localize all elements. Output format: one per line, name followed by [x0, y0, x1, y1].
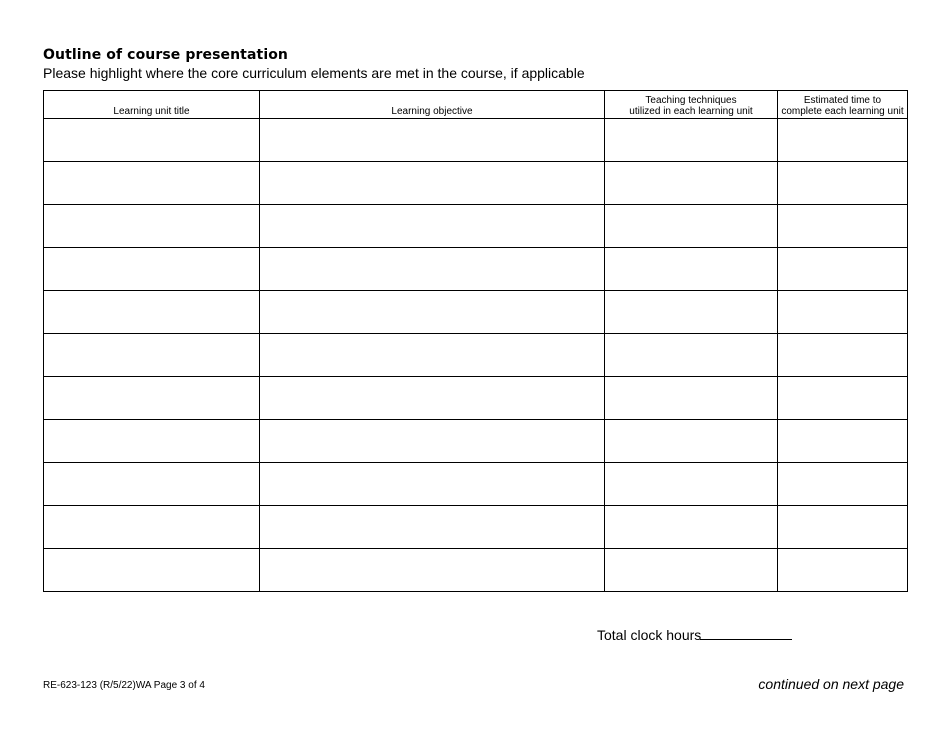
cell-learning-objective[interactable] [260, 377, 605, 420]
cell-learning-objective[interactable] [260, 248, 605, 291]
cell-teaching-techniques[interactable] [605, 162, 778, 205]
cell-learning-objective[interactable] [260, 162, 605, 205]
table-row [44, 205, 908, 248]
cell-estimated-time[interactable] [778, 119, 908, 162]
table-row [44, 162, 908, 205]
cell-estimated-time[interactable] [778, 549, 908, 592]
cell-learning-unit-title[interactable] [44, 291, 260, 334]
cell-estimated-time[interactable] [778, 248, 908, 291]
header-label: Teaching techniques utilized in each learning unit [629, 95, 753, 117]
header-label: Learning unit title [113, 106, 190, 117]
table-row [44, 506, 908, 549]
form-identifier: RE-623-123 (R/5/22)WA Page 3 of 4 [43, 680, 205, 691]
header-estimated-time [778, 91, 908, 119]
cell-learning-objective[interactable] [260, 291, 605, 334]
table-row [44, 248, 908, 291]
table-row [44, 119, 908, 162]
table-row [44, 291, 908, 334]
continued-note: continued on next page [758, 676, 904, 692]
cell-learning-unit-title[interactable] [44, 119, 260, 162]
cell-learning-unit-title[interactable] [44, 334, 260, 377]
cell-learning-objective[interactable] [260, 549, 605, 592]
table-row [44, 334, 908, 377]
cell-teaching-techniques[interactable] [605, 549, 778, 592]
cell-learning-unit-title[interactable] [44, 463, 260, 506]
section-instructions: Please highlight where the core curriculum elements are met in the course, if applicable [43, 65, 585, 81]
cell-estimated-time[interactable] [778, 463, 908, 506]
cell-learning-objective[interactable] [260, 119, 605, 162]
cell-teaching-techniques[interactable] [605, 463, 778, 506]
cell-teaching-techniques[interactable] [605, 291, 778, 334]
cell-estimated-time[interactable] [778, 291, 908, 334]
table-row [44, 549, 908, 592]
header-teaching-techniques [605, 91, 778, 119]
cell-learning-unit-title[interactable] [44, 506, 260, 549]
section-title: Outline of course presentation [43, 47, 288, 63]
cell-teaching-techniques[interactable] [605, 506, 778, 549]
cell-learning-objective[interactable] [260, 205, 605, 248]
table-row [44, 420, 908, 463]
header-learning-objective [260, 91, 605, 119]
cell-estimated-time[interactable] [778, 377, 908, 420]
cell-estimated-time[interactable] [778, 420, 908, 463]
cell-estimated-time[interactable] [778, 205, 908, 248]
table-row [44, 463, 908, 506]
cell-learning-unit-title[interactable] [44, 248, 260, 291]
cell-teaching-techniques[interactable] [605, 334, 778, 377]
cell-learning-unit-title[interactable] [44, 549, 260, 592]
cell-teaching-techniques[interactable] [605, 420, 778, 463]
header-label: Learning objective [391, 106, 473, 117]
cell-teaching-techniques[interactable] [605, 205, 778, 248]
cell-teaching-techniques[interactable] [605, 119, 778, 162]
cell-teaching-techniques[interactable] [605, 248, 778, 291]
cell-teaching-techniques[interactable] [605, 377, 778, 420]
cell-estimated-time[interactable] [778, 506, 908, 549]
cell-learning-unit-title[interactable] [44, 205, 260, 248]
cell-estimated-time[interactable] [778, 334, 908, 377]
cell-learning-objective[interactable] [260, 506, 605, 549]
total-clock-hours-label: Total clock hours [597, 627, 702, 643]
header-learning-unit-title [44, 91, 260, 119]
table-row [44, 377, 908, 420]
cell-learning-unit-title[interactable] [44, 377, 260, 420]
cell-learning-objective[interactable] [260, 420, 605, 463]
table-body [44, 119, 908, 592]
cell-learning-objective[interactable] [260, 334, 605, 377]
total-clock-hours-field[interactable] [700, 639, 792, 640]
cell-estimated-time[interactable] [778, 162, 908, 205]
header-label: Estimated time to complete each learning unit [781, 95, 904, 117]
cell-learning-unit-title[interactable] [44, 162, 260, 205]
course-outline-table [43, 90, 908, 592]
cell-learning-unit-title[interactable] [44, 420, 260, 463]
table-header-row [44, 91, 908, 119]
cell-learning-objective[interactable] [260, 463, 605, 506]
